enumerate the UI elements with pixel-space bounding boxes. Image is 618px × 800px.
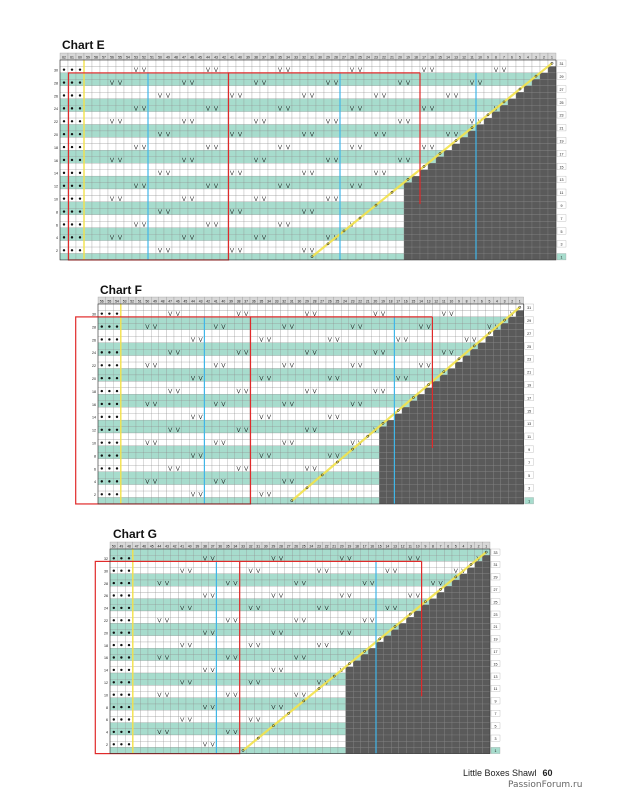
stitch-number-label: 14 [446,55,450,60]
row-label-even: 10 [54,197,58,202]
row-label-even: 4 [94,480,96,485]
stitch-number-label: 26 [350,55,354,60]
stitch-number-label: 16 [430,55,434,60]
stitch-number-label: 15 [438,55,442,60]
chart-f-title: Chart F [100,283,142,297]
row-label-even: 24 [92,351,96,356]
stitch-number-label: 14 [419,299,423,304]
row-label-even: 14 [54,171,58,176]
row-label-even: 26 [92,338,96,343]
stitch-number-label: 56 [110,55,114,60]
stitch-number-label: 9 [458,299,460,304]
stitch-number-label: 42 [206,299,211,304]
row-label-even: 8 [106,705,108,710]
stitch-number-label: 22 [358,299,363,304]
stitch-number-label: 27 [320,299,325,304]
stitch-number-label: 57 [102,55,106,60]
stitch-number-label: 25 [301,544,306,549]
row-label-even: 14 [104,668,108,673]
row-label-even: 28 [54,81,58,86]
row-label-even: 24 [104,606,108,611]
stitch-number-label: 40 [187,544,192,549]
row-label-odd: 7 [528,460,531,465]
stitch-number-label: 20 [373,299,378,304]
row-label-even: 8 [94,454,96,459]
stitch-number-label: 19 [347,544,352,549]
stitch-number-label: 7 [473,299,476,304]
stitch-number-label: 58 [94,55,98,60]
row-label-odd: 25 [493,600,498,605]
row-label-even: 10 [104,693,108,698]
row-label-odd: 13 [559,178,564,183]
row-label-odd: 1 [560,255,563,260]
stitch-number-label: 1 [551,55,553,60]
stitch-number-label: 43 [198,299,203,304]
row-label-even: 28 [92,325,96,330]
row-label-odd: 11 [493,687,498,692]
row-label-odd: 21 [559,126,564,131]
stitch-number-label: 24 [309,544,314,549]
row-label-odd: 1 [494,749,497,754]
stitch-number-label: 60 [78,55,82,60]
stitch-number-label: 26 [294,544,299,549]
row-label-even: 22 [104,619,108,623]
row-label-odd: 13 [527,422,532,427]
stitch-number-label: 31 [310,55,314,60]
row-label-even: 22 [54,120,58,125]
chart-g-grid [98,542,523,757]
row-label-even: 6 [56,223,58,228]
stitch-number-label: 11 [470,55,474,60]
stitch-number-label: 55 [118,55,122,60]
stitch-number-label: 31 [256,544,261,549]
row-label-odd: 27 [493,588,498,592]
row-label-even: 30 [92,312,96,317]
row-label-even: 28 [104,581,108,586]
stitch-number-label: 8 [495,55,497,60]
stitch-number-label: 3 [535,55,537,60]
row-label-odd: 19 [559,139,564,144]
stitch-number-label: 29 [271,544,276,549]
row-label-even: 18 [104,643,108,648]
stitch-number-label: 11 [408,544,412,549]
stitch-number-label: 14 [385,544,390,549]
row-label-even: 10 [92,441,96,446]
row-label-odd: 29 [493,575,498,580]
stitch-number-label: 10 [478,55,482,60]
watermark: PassionForum.ru [508,780,583,790]
page-footer [463,768,553,778]
row-label-odd: 21 [527,370,532,375]
row-label-odd: 29 [559,74,564,79]
row-label-odd: 1 [528,499,531,504]
stitch-number-label: 40 [238,55,242,60]
stitch-number-label: 11 [442,299,446,304]
stitch-number-label: 46 [175,299,180,304]
stitch-number-label: 42 [222,55,226,60]
footer-title: Little Boxes Shawl [463,768,537,778]
row-label-odd: 5 [560,229,563,234]
stitch-number-label: 50 [111,544,116,549]
row-label-odd: 7 [560,216,563,221]
stitch-number-label: 23 [374,55,378,60]
stitch-number-label: 27 [342,55,346,60]
stitch-number-label: 56 [99,299,104,304]
stitch-number-label: 8 [432,544,434,549]
stitch-number-label: 31 [289,299,294,304]
stitch-number-label: 41 [180,544,185,549]
stitch-number-label: 39 [246,55,250,60]
stitch-number-label: 33 [294,55,298,60]
row-label-even: 26 [54,94,58,99]
stitch-number-label: 28 [279,544,283,549]
stitch-number-label: 4 [527,55,529,60]
stitch-number-label: 39 [195,544,200,549]
stitch-number-label: 45 [198,55,202,60]
row-label-even: 16 [54,158,58,163]
stitch-number-label: 17 [396,299,401,304]
row-label-even: 18 [92,389,96,394]
row-label-odd: 7 [494,712,497,716]
row-label-even: 6 [106,718,108,723]
stitch-number-label: 1 [485,544,488,549]
chart-f-grid [86,297,546,512]
stitch-number-label: 41 [230,55,234,60]
stitch-number-label: 10 [449,299,454,304]
row-label-even: 2 [56,249,58,254]
stitch-number-label: 8 [465,299,468,304]
stitch-number-label: 6 [480,299,483,304]
stitch-number-label: 18 [388,299,393,304]
stitch-number-label: 54 [126,55,130,60]
row-label-odd: 9 [560,203,563,208]
stitch-number-label: 61 [70,55,74,60]
stitch-number-label: 23 [350,299,355,304]
stitch-number-label: 19 [381,299,385,304]
chart-e-title: Chart E [62,38,105,52]
row-label-odd: 17 [559,152,564,157]
stitch-number-label: 6 [447,544,450,549]
chart-e-grid [48,53,568,268]
row-label-odd: 19 [527,383,532,388]
stitch-number-label: 23 [317,544,321,549]
stitch-number-label: 43 [165,544,169,549]
row-label-even: 30 [54,68,58,73]
row-label-odd: 33 [493,550,498,555]
row-label-even: 32 [104,557,108,561]
stitch-number-label: 4 [496,299,498,304]
row-label-odd: 23 [493,612,498,617]
stitch-number-label: 52 [142,55,146,60]
row-label-odd: 5 [528,473,531,478]
row-label-odd: 19 [493,637,498,642]
stitch-number-label: 49 [119,544,124,549]
row-label-even: 22 [92,364,96,369]
page-number: 60 [542,768,553,778]
stitch-number-label: 28 [334,55,338,60]
row-label-odd: 5 [494,724,497,729]
stitch-number-label: 29 [305,299,309,304]
row-label-odd: 9 [528,447,531,452]
stitch-number-label: 21 [365,299,370,304]
stitch-number-label: 38 [203,544,207,549]
stitch-number-label: 5 [454,544,457,549]
stitch-number-label: 21 [332,544,337,549]
row-label-odd: 13 [493,674,498,679]
row-label-odd: 11 [559,191,564,196]
stitch-number-label: 37 [210,544,215,549]
stitch-number-label: 34 [267,299,271,304]
stitch-number-label: 36 [251,299,256,304]
stitch-number-label: 32 [248,544,253,549]
stitch-number-label: 55 [107,299,112,304]
stitch-number-label: 13 [426,299,431,304]
row-label-odd: 29 [527,318,532,323]
stitch-number-label: 22 [382,55,386,60]
row-label-odd: 3 [560,242,563,247]
row-label-even: 26 [104,594,108,599]
row-label-even: 8 [56,210,58,215]
stitch-number-label: 17 [422,55,426,60]
stitch-number-label: 28 [312,299,317,304]
stitch-number-label: 12 [400,544,405,549]
row-label-odd: 11 [527,435,531,440]
row-label-odd: 27 [527,331,532,336]
row-label-even: 20 [54,133,58,137]
row-label-even: 12 [92,428,96,433]
stitch-number-label: 40 [221,299,226,304]
stitch-number-label: 19 [406,55,410,60]
stitch-number-label: 25 [358,55,362,60]
stitch-number-label: 47 [168,299,173,304]
stitch-number-label: 34 [233,544,238,549]
stitch-number-label: 36 [270,55,274,60]
stitch-number-label: 18 [414,55,418,60]
row-label-odd: 31 [493,563,498,568]
stitch-number-label: 29 [326,55,330,60]
stitch-number-label: 24 [343,299,347,304]
stitch-number-label: 13 [454,55,458,60]
stitch-number-label: 52 [130,299,135,304]
stitch-number-label: 3 [470,544,472,549]
stitch-number-label: 27 [286,544,291,549]
row-label-even: 16 [92,402,96,407]
row-label-odd: 17 [527,396,532,401]
stitch-number-label: 30 [318,55,322,60]
stitch-number-label: 32 [302,55,306,60]
stitch-number-label: 46 [142,544,147,549]
stitch-number-label: 49 [153,299,157,304]
stitch-number-label: 36 [218,544,223,549]
row-label-even: 2 [106,743,108,747]
stitch-number-label: 47 [134,544,139,549]
stitch-number-label: 49 [166,55,170,60]
stitch-number-label: 62 [62,55,66,60]
stitch-number-label: 2 [543,55,545,60]
stitch-number-label: 50 [145,299,150,304]
stitch-number-label: 50 [158,55,162,60]
row-label-odd: 15 [493,662,498,667]
row-label-even: 18 [54,145,58,150]
stitch-number-label: 53 [134,55,138,60]
stitch-number-label: 33 [241,544,245,549]
stitch-number-label: 51 [150,55,154,60]
stitch-number-label: 34 [286,55,290,60]
stitch-number-label: 45 [149,544,154,549]
stitch-number-label: 48 [160,299,165,304]
stitch-number-label: 12 [434,299,439,304]
stitch-number-label: 20 [339,544,344,549]
stitch-number-label: 30 [297,299,302,304]
row-label-even: 24 [54,107,58,112]
stitch-number-label: 35 [225,544,230,549]
row-label-even: 4 [56,236,58,241]
stitch-number-label: 17 [362,544,367,549]
stitch-number-label: 7 [503,55,505,60]
row-label-even: 12 [104,681,108,685]
row-label-even: 20 [92,377,96,381]
stitch-number-label: 44 [206,55,210,60]
stitch-number-label: 22 [324,544,329,549]
row-label-odd: 15 [527,409,532,414]
row-label-odd: 3 [528,486,531,491]
stitch-number-label: 44 [191,299,195,304]
stitch-number-label: 4 [462,544,465,549]
stitch-number-label: 37 [244,299,249,304]
chart-g-title: Chart G [113,527,158,541]
stitch-number-label: 12 [462,55,466,60]
stitch-number-label: 33 [274,299,279,304]
stitch-number-label: 15 [377,544,382,549]
row-label-odd: 17 [493,650,498,654]
row-label-even: 20 [104,631,108,636]
stitch-number-label: 53 [122,299,127,304]
row-label-odd: 25 [559,100,564,105]
stitch-number-label: 41 [213,299,218,304]
stitch-number-label: 51 [137,299,142,304]
stitch-number-label: 2 [511,299,514,304]
stitch-number-label: 13 [393,544,397,549]
stitch-number-label: 35 [259,299,264,304]
stitch-number-label: 35 [278,55,282,60]
stitch-number-label: 38 [254,55,258,60]
stitch-number-label: 25 [335,299,340,304]
stitch-number-label: 54 [115,299,119,304]
stitch-number-label: 39 [229,299,233,304]
row-label-even: 30 [104,569,108,574]
stitch-number-label: 6 [511,55,513,60]
stitch-number-label: 48 [127,544,131,549]
stitch-number-label: 48 [174,55,178,60]
stitch-number-label: 44 [157,544,162,549]
stitch-number-label: 59 [86,55,90,60]
row-label-odd: 25 [527,344,532,349]
stitch-number-label: 43 [214,55,218,60]
stitch-number-label: 9 [487,55,489,60]
stitch-number-label: 38 [236,299,241,304]
row-label-even: 14 [92,415,96,420]
row-label-even: 4 [106,730,108,735]
stitch-number-label: 26 [327,299,332,304]
stitch-number-label: 15 [411,299,416,304]
stitch-number-label: 16 [403,299,408,304]
row-label-even: 16 [104,656,108,661]
row-label-odd: 27 [559,87,564,92]
row-label-even: 6 [94,467,96,472]
stitch-number-label: 3 [503,299,506,304]
stitch-number-label: 2 [477,544,480,549]
stitch-number-label: 45 [183,299,188,304]
stitch-number-label: 46 [190,55,194,60]
row-label-odd: 9 [494,699,497,704]
stitch-number-label: 5 [488,299,491,304]
stitch-number-label: 30 [263,544,268,549]
row-label-odd: 31 [559,62,564,67]
row-label-odd: 15 [559,165,564,170]
stitch-number-label: 32 [282,299,287,304]
stitch-number-label: 9 [424,544,427,549]
stitch-number-label: 18 [355,544,359,549]
row-label-even: 2 [94,493,96,498]
stitch-number-label: 37 [262,55,266,60]
stitch-number-label: 21 [390,55,394,60]
stitch-number-label: 5 [519,55,521,60]
stitch-number-label: 24 [366,55,370,60]
stitch-number-label: 10 [415,544,420,549]
stitch-number-label: 42 [172,544,177,549]
stitch-number-label: 47 [182,55,186,60]
row-label-odd: 23 [559,113,564,118]
row-label-odd: 3 [494,736,497,741]
row-label-even: 12 [54,184,58,189]
row-label-odd: 21 [493,625,498,630]
stitch-number-label: 16 [370,544,375,549]
stitch-number-label: 7 [439,544,442,549]
row-label-odd: 31 [527,306,532,311]
row-label-odd: 23 [527,357,532,362]
stitch-number-label: 1 [518,299,521,304]
stitch-number-label: 20 [398,55,402,60]
